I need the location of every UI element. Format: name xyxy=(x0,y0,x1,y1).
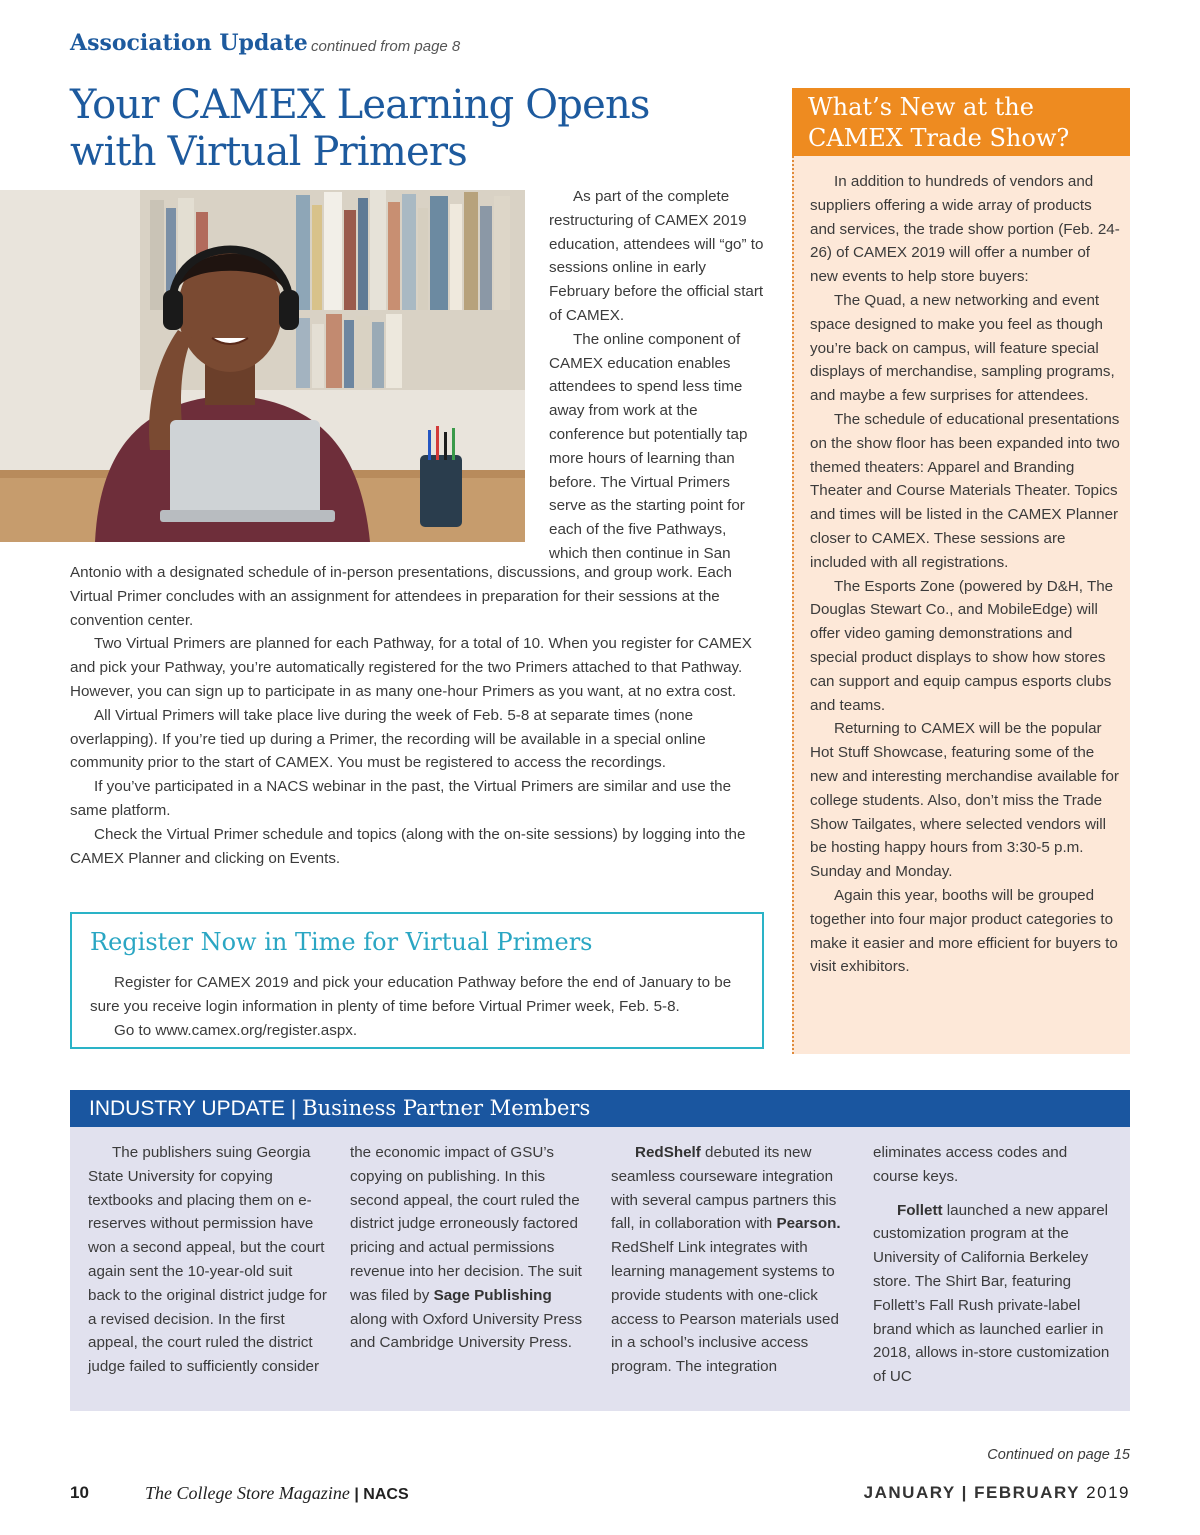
register-body xyxy=(90,971,750,1042)
industry-column-4 xyxy=(873,1141,1113,1389)
register-callout xyxy=(70,912,764,1049)
article-photo xyxy=(0,190,525,542)
section-kicker: Association Update xyxy=(70,30,308,56)
sidebar-box xyxy=(792,156,1130,1054)
industry-update-bar xyxy=(70,1090,1130,1127)
sidebar-body xyxy=(810,170,1120,979)
article-paragraph: Check the Virtual Primer schedule and topics (along with the on-site sessions) by logging into the CAMEX Planner and clicking on Events. xyxy=(70,825,746,867)
issue-year: 2019 xyxy=(1086,1483,1130,1502)
continued-on: Continued on page 15 xyxy=(987,1447,1130,1463)
industry-column-1 xyxy=(88,1141,328,1379)
article-paragraph: The online component of CAMEX education enables attendees to spend less time away from work at the conference but potentially tap more hours of learning than before. The Virtual Primers serve as the starting point for each of the five Pathways, which then continue in San xyxy=(549,330,748,562)
industry-separator: | xyxy=(290,1097,297,1120)
publisher-name: NACS xyxy=(363,1486,409,1503)
sidebar-title: What’s New at the CAMEX Trade Show? xyxy=(808,93,1070,152)
industry-paragraph: The publishers suing Georgia State University for copying textbooks and placing them on e-reserves without permission have won a second appeal, but the court again sent the 10-year-old suit back to the original district judge for a revised decision. In the first appeal, the court ruled the district judge failed to sufficiently consider xyxy=(88,1144,327,1376)
article-body xyxy=(70,561,770,870)
sidebar-header xyxy=(792,88,1130,156)
sidebar-paragraph: The schedule of educational presentations on the show floor has been expanded into two themed theaters: Apparel and Branding Theater and Course Materials Theater. Topics and times will be listed in the CAMEX Planner closer to CAMEX. These sessions are included with all registrations. xyxy=(810,410,1120,571)
article-paragraph: Antonio with a designated schedule of in-person presentations, discussions, and group work. Each Virtual Primer concludes with an assignment for attendees in preparation for their sessions at the convention center. xyxy=(70,564,732,629)
issue-date xyxy=(864,1483,1130,1503)
industry-update-heading xyxy=(89,1096,590,1121)
magazine-name xyxy=(145,1483,409,1504)
register-paragraph: Register for CAMEX 2019 and pick your education Pathway before the end of January to be sure you receive login information in plenty of time before Virtual Primer week, Feb. 5-8. xyxy=(90,974,732,1015)
article-paragraph: If you’ve participated in a NACS webinar in the past, the Virtual Primers are similar and use the same platform. xyxy=(70,778,732,819)
article-paragraph: All Virtual Primers will take place live during the week of Feb. 5-8 at separate times (none overlapping). If you’re tied up during a Primer, the recording will be available in a special online community prior to the start of CAMEX. You must be registered to access the recordings. xyxy=(70,706,706,772)
article-title: Your CAMEX Learning Opens with Virtual Primers xyxy=(70,82,650,175)
article-intro xyxy=(549,185,765,566)
sidebar-paragraph: The Esports Zone (powered by D&H, The Douglas Stewart Co., and MobileEdge) will offer video gaming demonstrations and special product displays to show how stores can support and equip campus esports clubs and teams. xyxy=(810,577,1114,714)
man-with-laptop-image xyxy=(0,190,525,542)
magazine-title: The College Store Magazine xyxy=(145,1483,350,1503)
company-name: Follett xyxy=(897,1201,943,1219)
industry-column-3 xyxy=(611,1141,851,1379)
page-number: 10 xyxy=(70,1483,89,1502)
register-link[interactable]: Go to www.camex.org/register.aspx. xyxy=(114,1021,358,1039)
industry-sublabel: Business Partner Members xyxy=(302,1096,591,1120)
company-name: Sage Publishing xyxy=(433,1286,552,1304)
industry-update-box xyxy=(70,1127,1130,1411)
industry-paragraph: the economic impact of GSU’s copying on publishing. In this second appeal, the court ruled the district judge erroneously factored pricing and actual permissions revenue into her decision. The suit was filed by Sage Publishing along with Oxford University Press and Cambridge University Press. xyxy=(350,1144,583,1352)
company-name: Pearson. xyxy=(776,1215,841,1233)
footer-separator: | xyxy=(354,1486,359,1503)
company-name: RedShelf xyxy=(635,1144,701,1161)
industry-paragraph: RedShelf debuted its new seamless courseware integration with several campus partners this fall, in collaboration with Pearson. RedShelf Link integrates with learning management systems to provide students with one-click access to Pearson materials used in a school’s inclusive access program. The integration xyxy=(611,1144,841,1376)
industry-label: INDUSTRY UPDATE xyxy=(89,1097,286,1120)
industry-column-2 xyxy=(350,1141,590,1355)
continued-from: continued from page 8 xyxy=(311,38,461,55)
article-paragraph: As part of the complete restructuring of CAMEX 2019 education, attendees will “go” to sessions online in early February before the official start of CAMEX. xyxy=(549,188,764,324)
issue-months: JANUARY | FEBRUARY xyxy=(863,1483,1080,1502)
industry-paragraph: eliminates access codes and course keys. xyxy=(873,1144,1068,1185)
sidebar-paragraph: The Quad, a new networking and event space designed to make you feel as though you’re back on campus, will feature special displays of merchandise, sampling programs, and maybe a few surprises for attendees. xyxy=(810,291,1115,405)
register-title: Register Now in Time for Virtual Primers xyxy=(90,928,593,956)
article-paragraph: Two Virtual Primers are planned for each Pathway, for a total of 10. When you register for CAMEX and pick your Pathway, you’re automatically registered for the two Primers attached to that Pathway. However, you can sign up to participate in as many one-hour Primers as you want, at no extra cost. xyxy=(70,635,752,700)
sidebar-paragraph: Again this year, booths will be grouped together into four major product categories to make it easier and more efficient for buyers to visit exhibitors. xyxy=(810,886,1118,976)
sidebar-paragraph: Returning to CAMEX will be the popular Hot Stuff Showcase, featuring some of the new and interesting merchandise available for college students. Also, don’t miss the Trade Show Tailgates, where selected vendors will be hosting happy hours from 3:30-5 p.m. Sunday and Monday. xyxy=(810,720,1119,881)
industry-paragraph: Follett launched a new apparel customization program at the University of California Berkeley store. The Shirt Bar, featuring Follett’s Fall Rush private-label brand which as launched earlier in 2018, allows in-store customization of UC xyxy=(873,1201,1110,1386)
sidebar-paragraph: In addition to hundreds of vendors and suppliers offering a wide array of products and services, the trade show portion (Feb. 24-26) of CAMEX 2019 will offer a number of new events to help store buyers: xyxy=(810,173,1120,286)
